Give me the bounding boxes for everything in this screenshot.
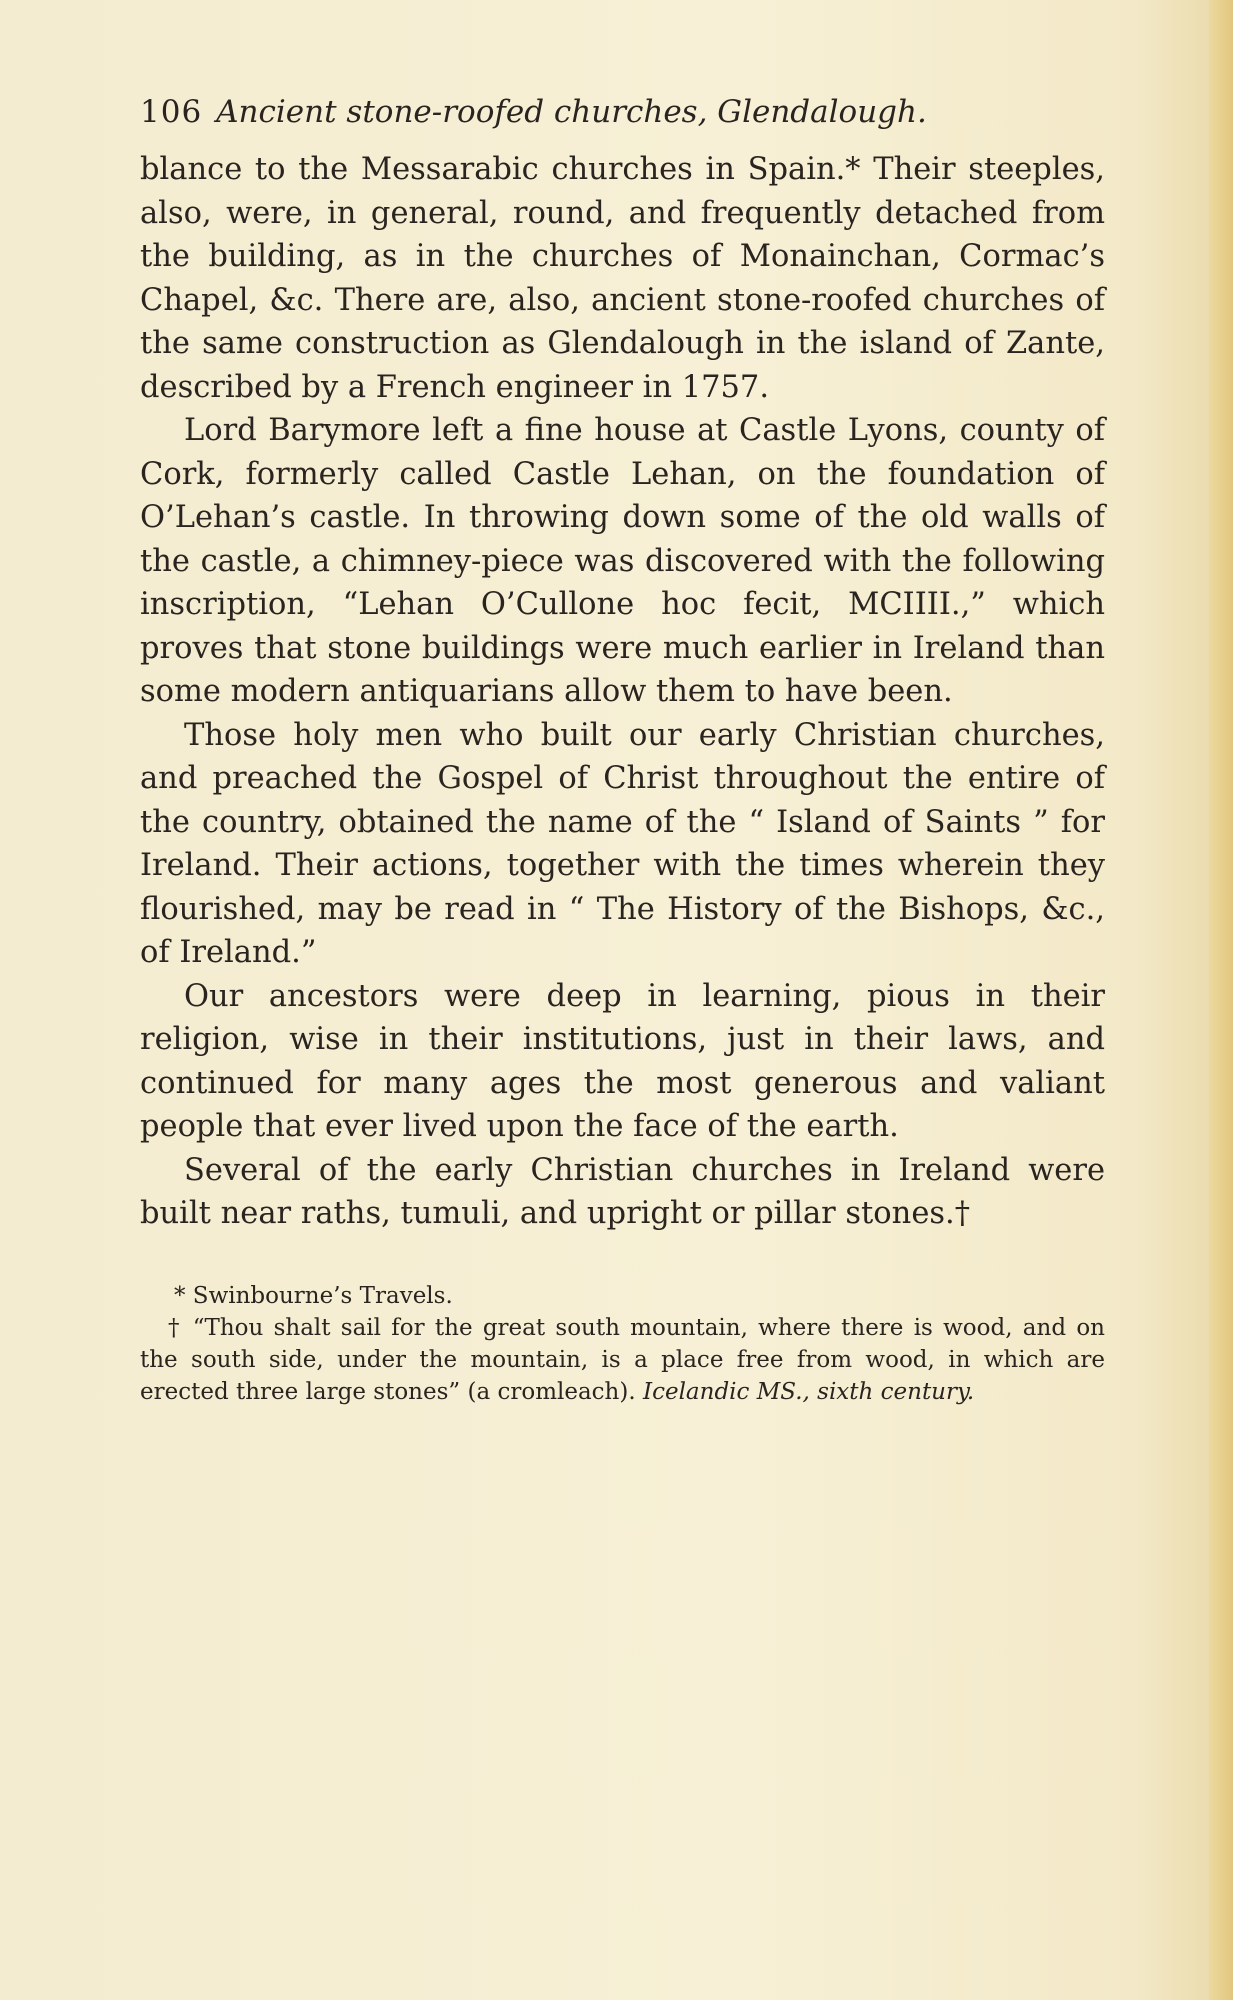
page-number: 106 (140, 94, 203, 130)
page-edge (1209, 0, 1233, 2000)
paragraph-4: Our ancestors were deep in learning, pious in their religion, wise in their institutions, just in their laws, and continued for many ages the most generous and valiant people that ever lived upon the face of the earth. (140, 978, 1105, 1144)
running-title: Ancient stone-roofed churches, Glendalough. (216, 94, 927, 130)
footnotes (140, 1280, 1105, 1408)
footnote-2-text: † “Thou shalt sail for the great south mountain, where there is wood, and on the south side, under the mountain, is a place free from wood, in which are erected three large stones” (a cromleach). (140, 1314, 1105, 1405)
page-text-block (140, 84, 1105, 1408)
footnote-2-source: Icelandic MS., sixth century. (642, 1378, 975, 1405)
footnote-1: * Swinbourne’s Travels. (174, 1282, 453, 1309)
running-head (140, 84, 1105, 140)
body-text (140, 148, 1105, 1236)
paragraph-1: blance to the Messarabic churches in Spain.* Their steeples, also, were, in general, round, and frequently detached from the building, as in the churches of Monainchan, Cormac’s Chapel, &c. There are, also, ancient stone-roofed churches of the same construction as Glendalough in the island of Zante, described by a French engineer in 1757. (140, 152, 1105, 405)
paragraph-3: Those holy men who built our early Christian churches, and preached the Gospel of Christ throughout the entire of the country, obtained the name of the “ Island of Saints ” for Ireland. Their actions, together with the times wherein they flourished, may be read in “ The History of the Bishops, &c., of Ireland.” (140, 717, 1105, 970)
paragraph-2: Lord Barymore left a fine house at Castle Lyons, county of Cork, formerly called Castle Lehan, on the foundation of O’Lehan’s castle. In throwing down some of the old walls of the castle, a chimney-piece was discovered with the following inscription, “Lehan O’Cullone hoc fecit, MCIIII.,” which proves that stone buildings were much earlier in Ireland than some modern antiquarians allow them to have been. (140, 413, 1105, 709)
paragraph-5: Several of the early Christian churches in Ireland were built near raths, tumuli, and upright or pillar stones.† (140, 1152, 1105, 1231)
footnote-2 (140, 1312, 1105, 1408)
